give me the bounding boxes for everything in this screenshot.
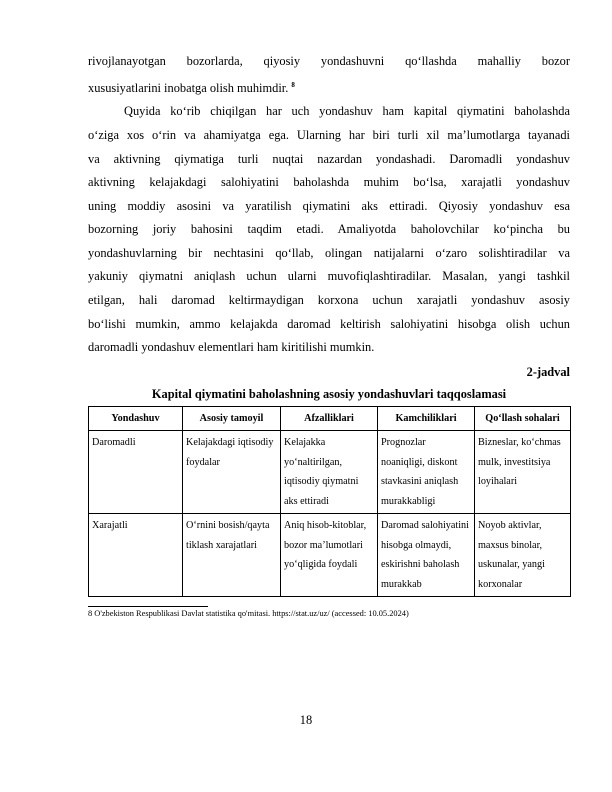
paragraph-line (88, 74, 570, 101)
footnote-divider (88, 606, 208, 607)
paragraph-line: aktivning kelajakdagi salohiyatini baholashda muhim bo‘lsa, xarajatli yondashuv (88, 175, 570, 190)
table-cell: O‘rnini bosish/qayta tiklash xarajatlari (183, 514, 281, 597)
paragraph-line: uning moddiy asosini va yaratilish qiymatini aks ettiradi. Qiyosiy yondashuv esa (88, 198, 570, 213)
table-cell: Noyob aktivlar, maxsus binolar, uskunalar, yangi korxonalar (475, 514, 571, 597)
paragraph-line: daromadli yondashuv elementlari ham kiritilishi mumkin. (88, 340, 375, 355)
paragraph-line: etilgan, hali daromad keltirmaydigan korxona uchun xarajatli yondashuv asosiy (88, 293, 570, 308)
paragraph-line-text: xususiyatlarini inobatga olish muhimdir. (88, 80, 289, 95)
comparison-table (88, 406, 571, 598)
column-header: Yondashuv (89, 406, 183, 431)
paragraph-line: rivojlanayotgan bozorlarda, qiyosiy yondashuvni qo‘llashda mahalliy bozor (88, 54, 570, 68)
page-content (88, 50, 570, 620)
table-header-row (89, 406, 571, 431)
table-cell: Bizneslar, ko‘chmas mulk, investitsiya loyihalari (475, 431, 571, 514)
paragraph-line: bo‘lishi mumkin, ammo kelajakda daromad keltirish salohiyatini hisobga olish uchun (88, 316, 570, 331)
table-cell: Daromadli (89, 431, 183, 514)
footnote-reference[interactable]: 8 (291, 80, 295, 89)
table-row (89, 431, 571, 514)
paragraph-line: bozorning joriy bahosini taqdim etadi. Amaliyotda baholovchilar ko‘pincha bu (88, 222, 570, 237)
paragraph-line: va aktivning qiymatiga turli nuqtai nazardan yondashadi. Daromadli yondashuv (88, 151, 570, 166)
column-header: Kamchiliklari (378, 406, 475, 431)
paragraph-1 (88, 50, 570, 100)
column-header: Qo‘llash sohalari (475, 406, 571, 431)
paragraph-2 (88, 100, 570, 360)
table-title: Kapital qiymatini baholashning asosiy yondashuvlari taqqoslamasi (151, 386, 507, 401)
footnote: 8 O'zbekiston Respublikasi Davlat statistika qo'mitasi. https://stat.uz/uz/ (accessed: 10.05.2024) (88, 609, 409, 619)
table-cell: Daromad salohiyatini hisobga olmaydi, eskirishni baholash murakkab (378, 514, 475, 597)
page-number: 18 (299, 713, 313, 727)
paragraph-line: yakuniy qiymatni aniqlash uchun ularni muvofiqlashtiradilar. Masalan, yangi tashkil (88, 269, 570, 284)
paragraph-line: yondashuvlarning bir nechtasini qo‘llab, olingan natijalarni o‘zaro solishtiradilar va (88, 245, 570, 260)
table-cell: Kelajakdagi iqtisodiy foydalar (183, 431, 281, 514)
column-header: Afzalliklari (281, 406, 378, 431)
table-cell: Aniq hisob-kitoblar, bozor ma’lumotlari yo‘qligida foydali (281, 514, 378, 597)
paragraph-line: o‘ziga xos o‘rin va ahamiyatga ega. Ularning har biri turli xil ma’lumotlarga tayanadi (88, 127, 570, 142)
table-label: 2-jadval (526, 364, 570, 379)
column-header: Asosiy tamoyil (183, 406, 281, 431)
table-cell: Kelajakka yo‘naltirilgan, iqtisodiy qiymatni aks ettiradi (281, 431, 378, 514)
paragraph-line: Quyida ko‘rib chiqilgan har uch yondashuv ham kapital qiymatini baholashda (124, 104, 570, 119)
table-cell: Prognozlar noaniqligi, diskont stavkasini aniqlash murakkabligi (378, 431, 475, 514)
table-cell: Xarajatli (89, 514, 183, 597)
table-row (89, 514, 571, 597)
